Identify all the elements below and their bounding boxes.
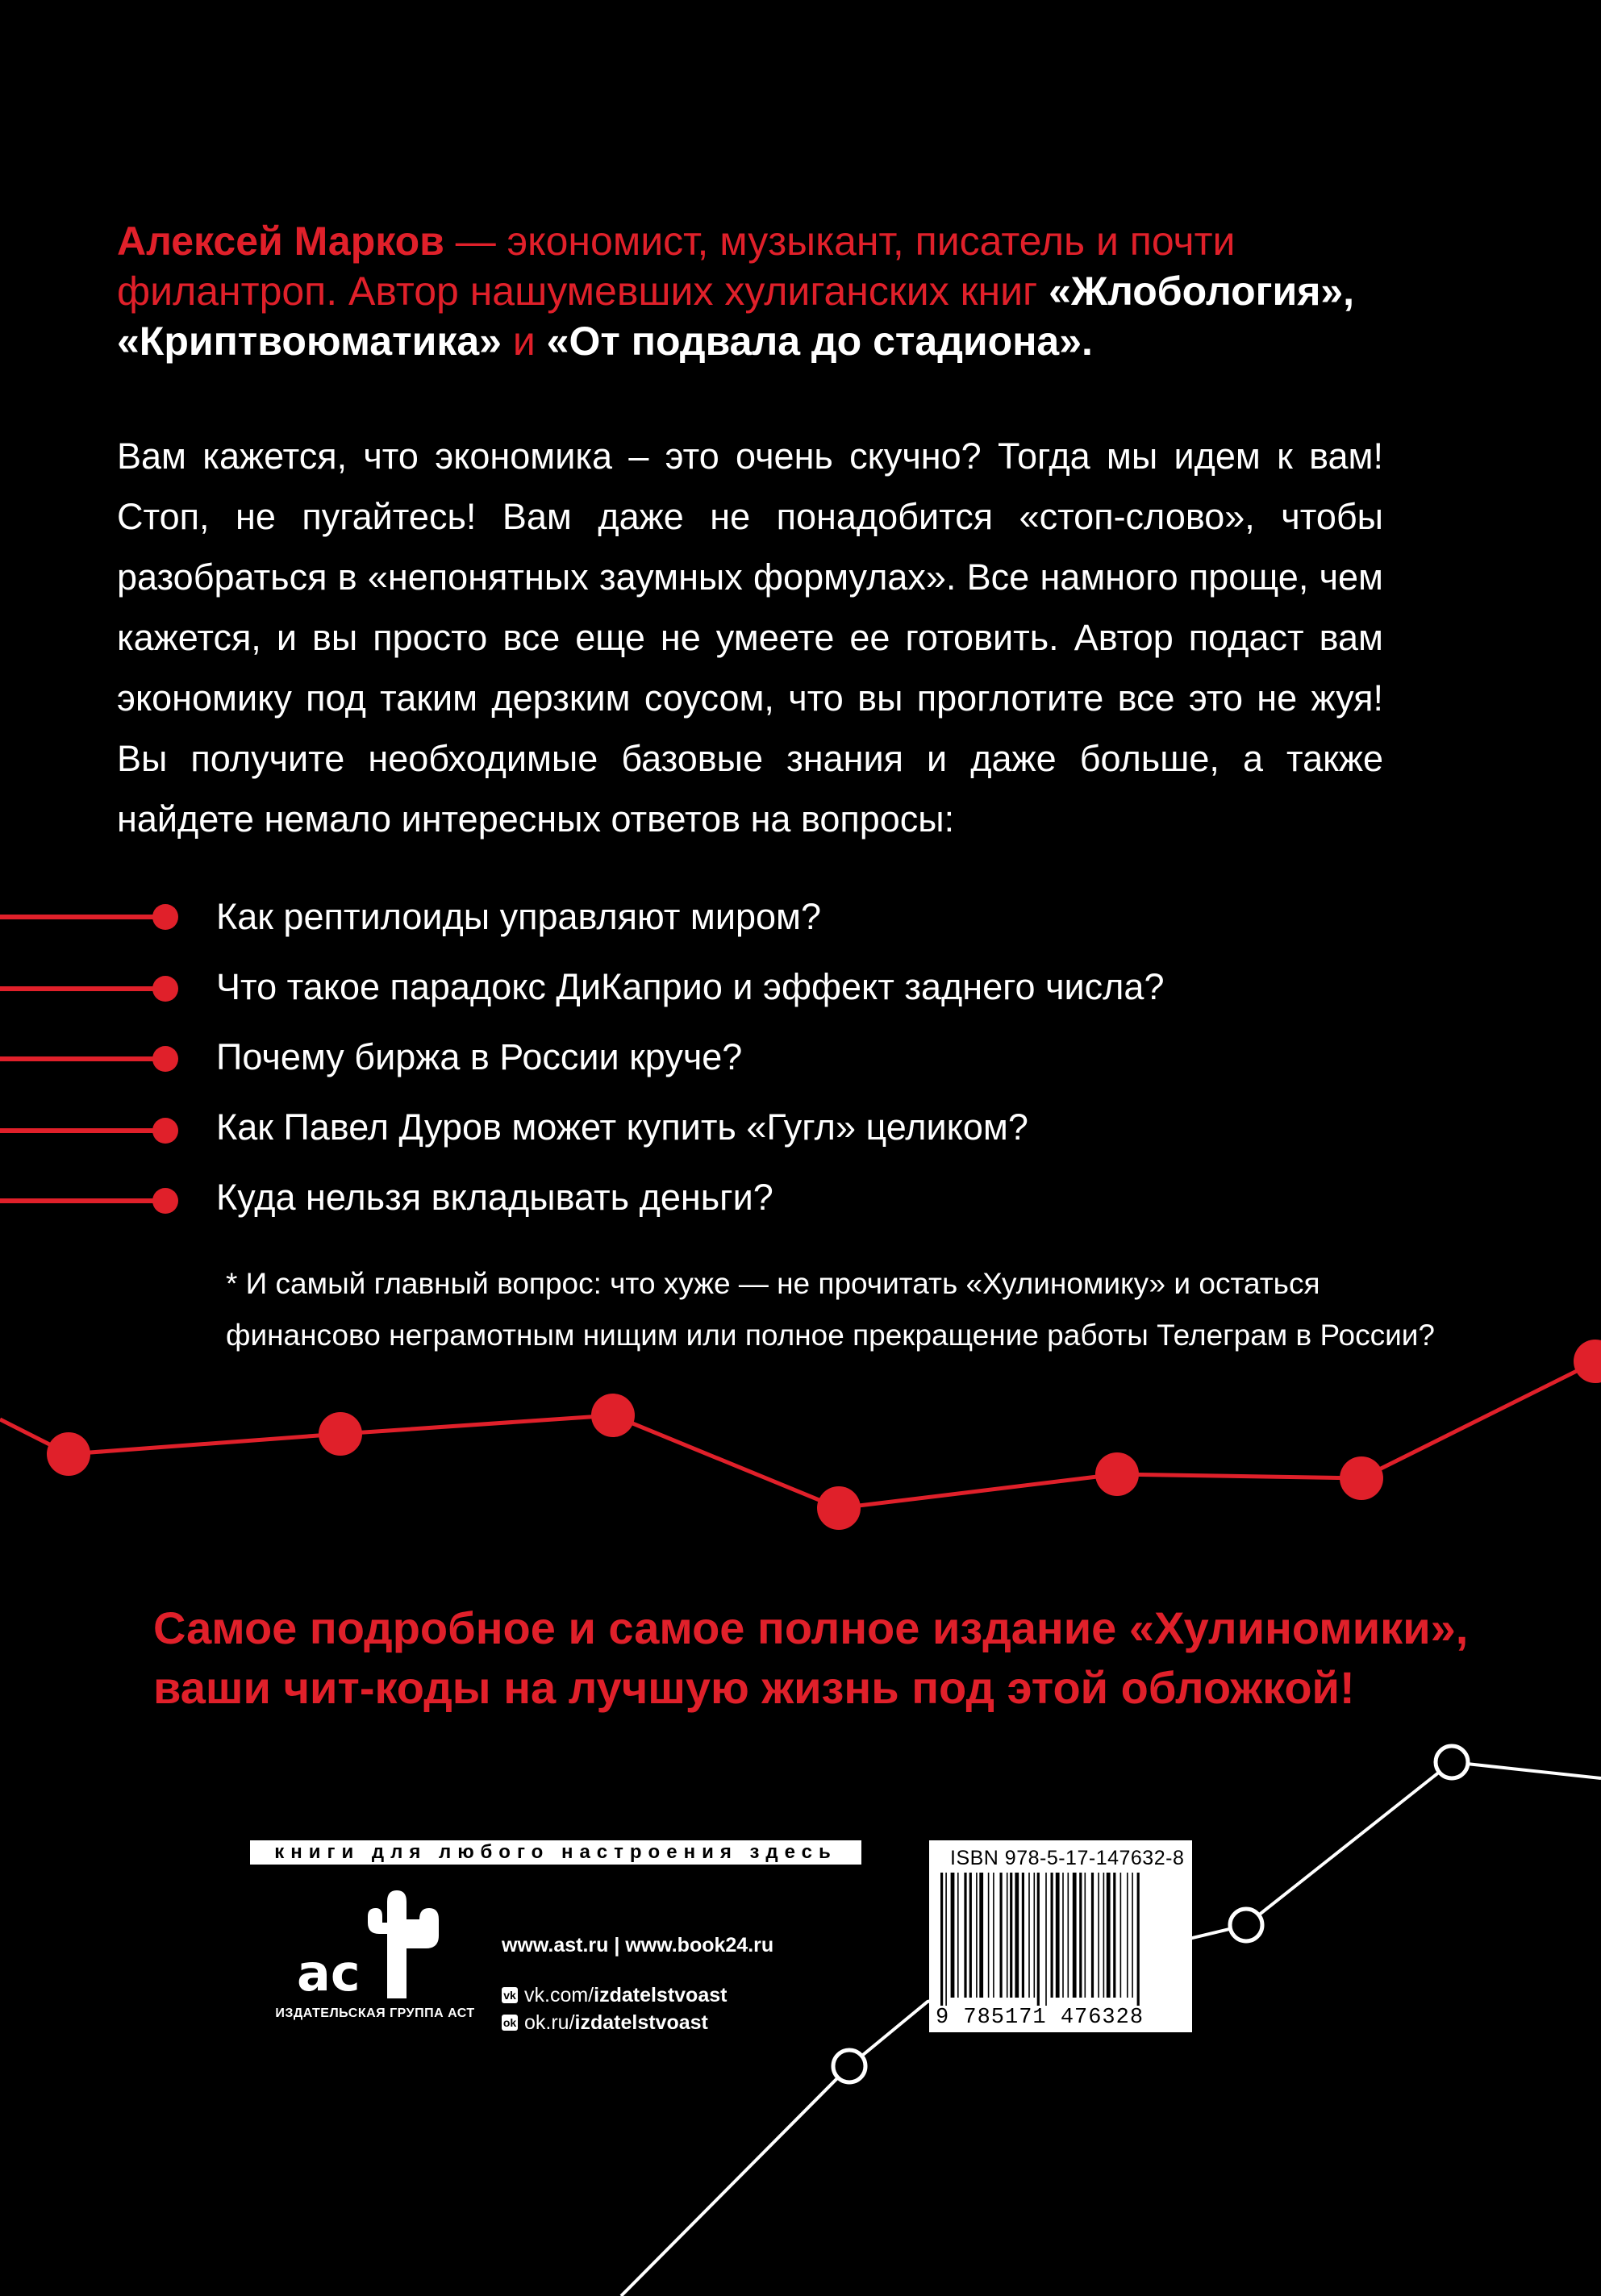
question-item: Что такое парадокс ДиКаприо и эффект заднего числа? xyxy=(216,966,1165,1007)
barcode-bar xyxy=(1051,1873,1053,1998)
bullet-dot xyxy=(152,1188,178,1214)
barcode-bar xyxy=(1045,1873,1047,2006)
barcode-bar xyxy=(969,1873,972,1998)
question-item: Как рептилоиды управляют миром? xyxy=(216,896,822,937)
bullet-dot xyxy=(152,976,178,1002)
barcode-bar xyxy=(979,1873,983,1998)
barcode-bar xyxy=(1113,1873,1115,1998)
barcode-bar xyxy=(1007,1873,1008,1998)
barcode-bar xyxy=(940,1873,943,2006)
footnote: * И самый главный вопрос: что хуже — не прочитать «Хулиномику» и остаться финансово неграмотным нищим или полное прекращение работы Телеграм в России? xyxy=(226,1267,1436,1352)
barcode-bar xyxy=(951,1873,955,1998)
barcode-bar xyxy=(1022,1873,1024,1998)
barcode-bar xyxy=(1127,1873,1128,1998)
barcode-bars xyxy=(937,1873,1184,2006)
book-title-2: «Криптвоюматика» xyxy=(117,319,502,364)
publisher-caption: ИЗДАТЕЛЬСКАЯ ГРУППА АСТ xyxy=(275,2006,475,2020)
barcode-bar xyxy=(1037,1873,1040,2006)
barcode-bar xyxy=(1132,1873,1133,1998)
barcode-bar xyxy=(1137,1873,1140,2006)
vk-link[interactable] xyxy=(502,1981,773,2009)
barcode-bar xyxy=(945,1873,947,2006)
logo-letters: ac xyxy=(297,1944,361,2002)
ast-logo xyxy=(290,1886,460,2006)
barcode-bar xyxy=(988,1873,990,1998)
barcode-bar xyxy=(1062,1873,1064,1998)
author-bio xyxy=(117,216,1488,366)
barcode-bar xyxy=(957,1873,959,1998)
book-title-3: «От подвала до стадиона». xyxy=(546,319,1093,364)
barcode-bar xyxy=(1028,1873,1030,1998)
barcode-bar xyxy=(1010,1873,1012,1998)
barcode-bar xyxy=(1079,1873,1082,1998)
question-item: Почему биржа в России круче? xyxy=(216,1036,743,1077)
barcode-bar xyxy=(1000,1873,1003,1998)
barcode-bar xyxy=(1073,1873,1077,1998)
author-desc-1: — экономист, музыкант, писатель и почти xyxy=(444,219,1236,264)
intro-paragraph: Вам кажется, что экономика – это очень скучно? Тогда мы идем к вам! Стоп, не пугайтесь! Вам даже не понадобится «стоп-слово», чтобы разобраться в «непонятных заумных формулах». Все намного проще, чем кажется, и вы просто все еще не умеете ее готовить. Автор подаст вам экономику под таким дерзким соусом, что вы проглотите все это не жуя! Вы получите необходимые базовые знания и даже больше, а также найдете немало интересных ответов на вопросы: xyxy=(117,435,1383,840)
barcode-bar xyxy=(1085,1873,1086,1998)
author-name: Алексей Марков xyxy=(117,219,444,264)
barcode-bar xyxy=(1120,1873,1122,1998)
question-list xyxy=(216,894,1507,1244)
ok-link[interactable] xyxy=(502,2009,773,2036)
isbn-barcode xyxy=(929,1840,1192,2032)
vk-prefix: vk.com/ xyxy=(524,1984,594,2006)
barcode-bar xyxy=(1107,1873,1111,1998)
isbn-number: ISBN 978-5-17-147632-8 xyxy=(950,1847,1185,1869)
vk-icon: vk xyxy=(502,1987,518,2003)
website-links[interactable]: www.ast.ru | www.book24.ru xyxy=(502,1934,774,1956)
bullet-dot xyxy=(152,1046,178,1072)
question-bullet-lines xyxy=(0,904,178,1214)
bullet-dot xyxy=(152,1118,178,1144)
barcode-bar xyxy=(1091,1873,1094,1998)
promo-text xyxy=(153,1598,1524,1718)
barcode-bar xyxy=(1015,1873,1019,1998)
barcode-bar xyxy=(1056,1873,1060,1998)
question-item: Куда нельзя вкладывать деньги? xyxy=(216,1177,773,1218)
ok-prefix: ok.ru/ xyxy=(524,2011,575,2034)
ok-icon: ok xyxy=(502,2016,517,2029)
author-desc-2: филантроп. Автор нашумевших хулиганских книг xyxy=(117,269,1049,314)
ok-handle: izdatelstvoast xyxy=(574,2011,708,2034)
barcode-bar xyxy=(1103,1873,1105,1998)
slogan-banner: книги для любого настроения здесь xyxy=(250,1840,861,1865)
barcode-bar xyxy=(976,1873,978,1998)
barcode-bar xyxy=(1034,1873,1036,1998)
publisher-contacts xyxy=(502,1934,773,2036)
barcode-bar xyxy=(993,1873,994,1998)
vk-handle: izdatelstvoast xyxy=(594,1984,728,2006)
barcode-bar xyxy=(964,1873,966,1998)
barcode-bar xyxy=(1068,1873,1069,1998)
barcode-bar xyxy=(1098,1873,1099,1998)
barcode-digits: 9 785171 476328 xyxy=(936,2006,1144,2030)
red-graph-line xyxy=(0,1340,1601,1530)
promo-line-1: Самое подробное и самое полное издание «Хулиномики», xyxy=(153,1602,1469,1653)
question-item: Как Павел Дуров может купить «Гугл» целиком? xyxy=(216,1106,1028,1148)
promo-line-2: ваши чит-коды на лучшую жизнь под этой обложкой! xyxy=(153,1662,1355,1713)
conjunction: и xyxy=(501,319,547,364)
bullet-dot xyxy=(152,904,178,930)
book-title-1: «Жлобология», xyxy=(1049,269,1355,314)
